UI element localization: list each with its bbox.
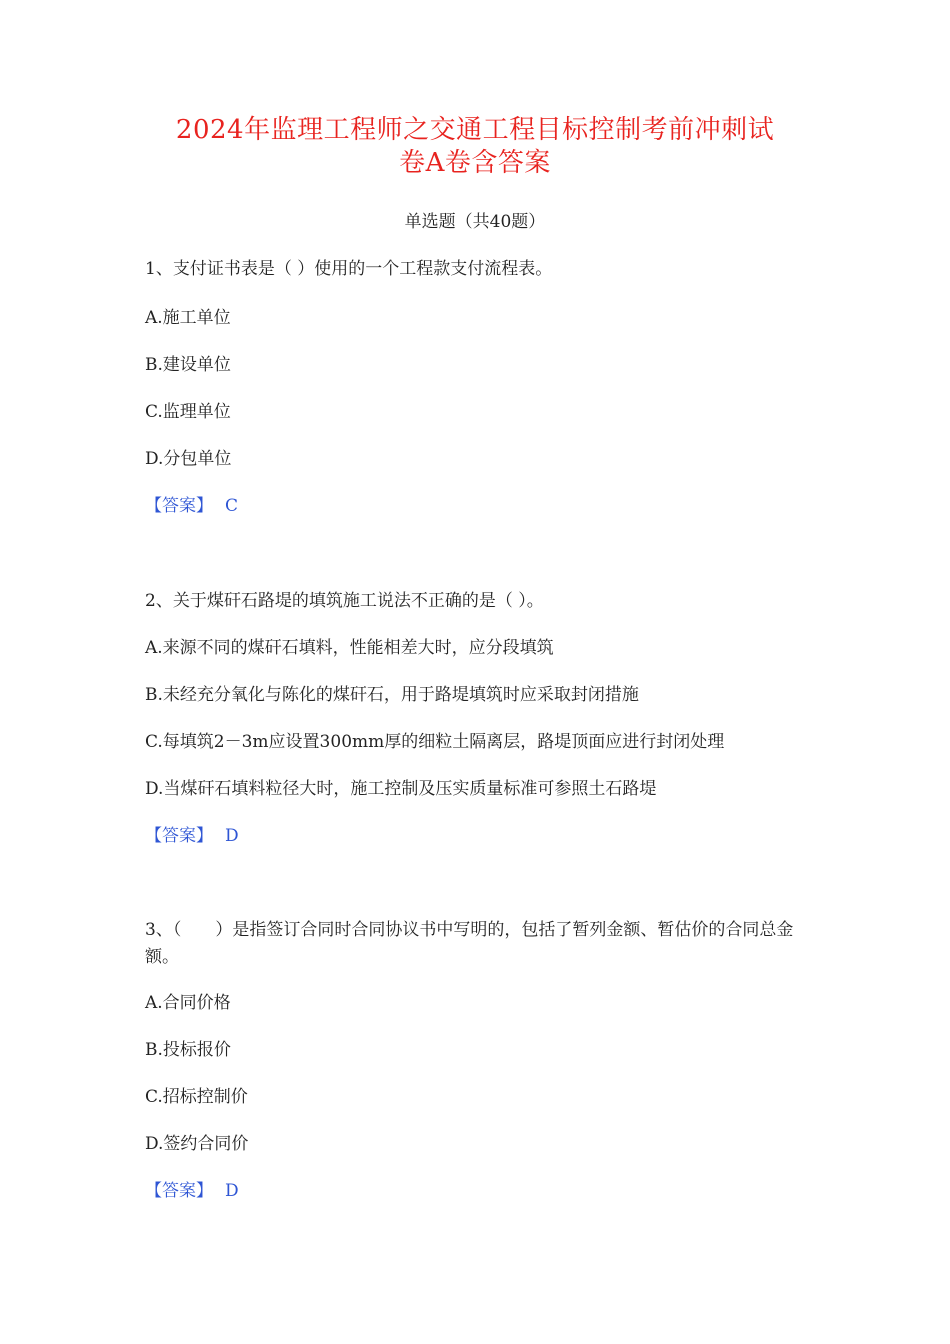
answer-label: 【答案】 — [145, 1181, 213, 1201]
question-1-option-b: B.建设单位 — [145, 355, 231, 375]
question-1-stem: 1、支付证书表是（ ）使用的一个工程款支付流程表。 — [145, 259, 553, 279]
question-2-option-d: D.当煤矸石填料粒径大时，施工控制及压实质量标准可参照土石路堤 — [145, 779, 657, 799]
question-1-option-a: A.施工单位 — [145, 308, 231, 328]
question-2-option-c: C.每填筑2－3m应设置300mm厚的细粒土隔离层，路堤顶面应进行封闭处理 — [145, 732, 725, 752]
document-title-line-2: 卷A卷含答案 — [399, 148, 551, 178]
question-3-option-a: A.合同价格 — [145, 993, 231, 1013]
answer-label: 【答案】 — [145, 496, 213, 516]
document-title-line-1: 2024年监理工程师之交通工程目标控制考前冲刺试 — [175, 115, 775, 145]
question-3-option-d: D.签约合同价 — [145, 1134, 249, 1154]
question-1-option-c: C.监理单位 — [145, 402, 231, 422]
question-3-option-c: C.招标控制价 — [145, 1087, 248, 1107]
question-2-answer — [145, 824, 815, 848]
answer-label: 【答案】 — [145, 826, 213, 846]
section-header: 单选题（共40题） — [404, 212, 546, 232]
question-2-stem: 2、关于煤矸石路堤的填筑施工说法不正确的是（ ）。 — [145, 591, 544, 611]
question-2-option-b: B.未经充分氧化与陈化的煤矸石，用于路堤填筑时应采取封闭措施 — [145, 685, 639, 705]
question-3-answer — [145, 1179, 815, 1203]
answer-value: D — [225, 1181, 239, 1201]
question-1-option-d: D.分包单位 — [145, 449, 232, 469]
answer-value: C — [225, 496, 239, 516]
question-1-answer — [145, 494, 815, 518]
question-3-option-b: B.投标报价 — [145, 1040, 231, 1060]
question-3-stem: 3、（ ）是指签订合同时合同协议书中写明的，包括了暂列金额、暂估价的合同总金额。 — [145, 920, 794, 967]
question-2-option-a: A.来源不同的煤矸石填料，性能相差大时，应分段填筑 — [145, 638, 554, 658]
answer-value: D — [225, 826, 239, 846]
